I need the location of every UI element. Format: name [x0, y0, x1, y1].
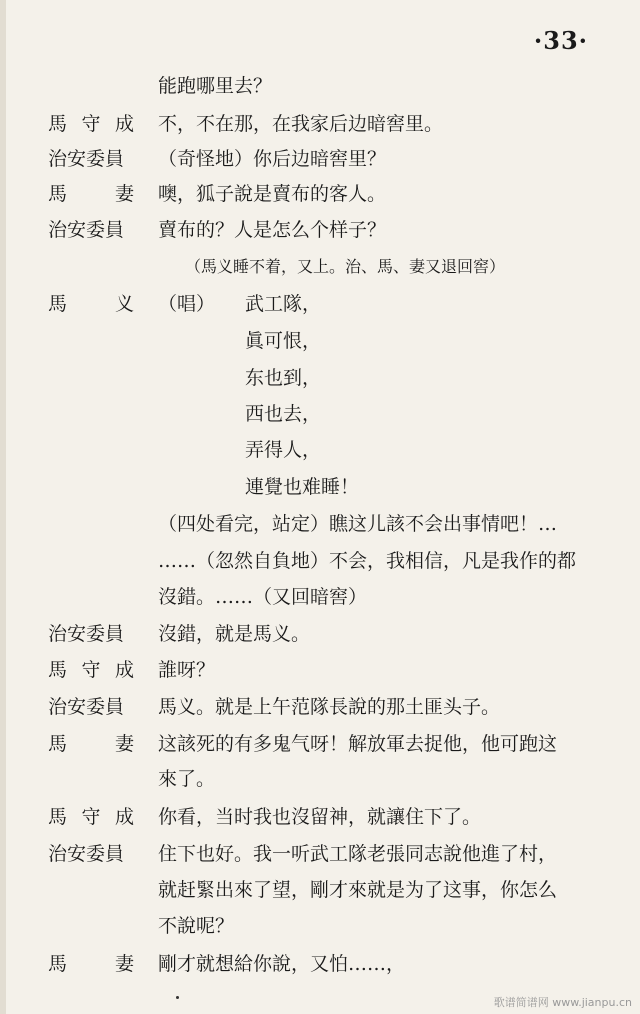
- dialogue-line: 不，不在那，在我家后边暗窖里。: [158, 113, 444, 135]
- speaker-char: 妻: [114, 733, 134, 755]
- speaker-char: 馬: [48, 806, 68, 828]
- speaker-ma-yi: [48, 290, 134, 318]
- speaker-ma-qi: [48, 950, 134, 978]
- speaker-char: 守: [81, 659, 101, 681]
- dialogue-line: 馬义。就是上午范隊長說的那土匪头子。: [158, 696, 501, 718]
- dialogue-line: 賣布的？人是怎么个样子？: [158, 219, 387, 241]
- speaker-char: 馬: [48, 183, 68, 205]
- page-number: ·33·: [533, 26, 588, 55]
- song-line: 西也去，: [245, 403, 322, 425]
- dialogue-line: （奇怪地）你后边暗窖里？: [158, 148, 387, 170]
- dialogue-line: 就赶緊出來了望，剛才來就是为了这事，你怎么: [158, 879, 558, 901]
- speaker-char: 成: [114, 113, 134, 135]
- song-line: 弄得人，: [245, 439, 322, 461]
- speaker-zhian-weiyuan: 治安委員: [48, 696, 125, 718]
- speaker-char: 馬: [48, 953, 68, 975]
- watermark: 歌谱简谱网 www.jianpu.cn: [493, 996, 632, 1009]
- dialogue-line: 沒錯。……（又回暗窖）: [158, 586, 368, 608]
- speaker-char: 馬: [48, 113, 68, 135]
- stage-direction: （四处看完，站定）瞧这儿該不会出事情吧！…: [158, 513, 558, 535]
- speaker-ma-shoucheng: [48, 656, 134, 684]
- speaker-char: 妻: [114, 183, 134, 205]
- dialogue-line: 住下也好。我一听武工隊老張同志說他進了村，: [158, 843, 558, 865]
- song-line: 連覺也难睡！: [245, 476, 360, 498]
- speaker-char: 成: [114, 659, 134, 681]
- song-line: 东也到，: [245, 367, 322, 389]
- sing-marker: （唱）: [158, 293, 216, 315]
- dialogue-line: 不說呢？: [158, 915, 235, 937]
- speaker-ma-shoucheng: [48, 803, 134, 831]
- dialogue-line: 能跑哪里去？: [158, 75, 273, 97]
- speaker-char: 守: [81, 806, 101, 828]
- stage-direction: （馬义睡不着，又上。治、馬、妻又退回窖）: [185, 257, 506, 276]
- dialogue-line: 这該死的有多鬼气呀！解放軍去捉他，他可跑这: [158, 733, 558, 755]
- dialogue-line: 噢，狐子說是賣布的客人。: [158, 183, 387, 205]
- dialogue-line: 來了。: [158, 768, 216, 790]
- speaker-char: 成: [114, 806, 134, 828]
- speaker-char: 馬: [48, 733, 68, 755]
- scan-speck: [176, 996, 179, 999]
- song-line: 武工隊，: [245, 293, 322, 315]
- speaker-ma-shoucheng: [48, 110, 134, 138]
- speaker-char: 义: [114, 293, 134, 315]
- speaker-char: 妻: [114, 953, 134, 975]
- speaker-zhian-weiyuan: 治安委員: [48, 219, 125, 241]
- dialogue-line: 你看，当时我也沒留神，就讓住下了。: [158, 806, 482, 828]
- dialogue-line: ……（忽然自負地）不会，我相信，凡是我作的都: [158, 550, 577, 572]
- speaker-zhian-weiyuan: 治安委員: [48, 148, 125, 170]
- speaker-char: 馬: [48, 659, 68, 681]
- speaker-zhian-weiyuan: 治安委員: [48, 843, 125, 865]
- speaker-zhian-weiyuan: 治安委員: [48, 623, 125, 645]
- speaker-ma-qi: [48, 180, 134, 208]
- dialogue-line: 剛才就想給你說，又怕……，: [158, 953, 406, 975]
- song-line: 眞可恨，: [245, 330, 322, 352]
- dialogue-line: 誰呀？: [158, 659, 216, 681]
- speaker-char: 守: [81, 113, 101, 135]
- speaker-ma-qi: [48, 730, 134, 758]
- dialogue-line: 沒錯，就是馬义。: [158, 623, 311, 645]
- speaker-char: 馬: [48, 293, 68, 315]
